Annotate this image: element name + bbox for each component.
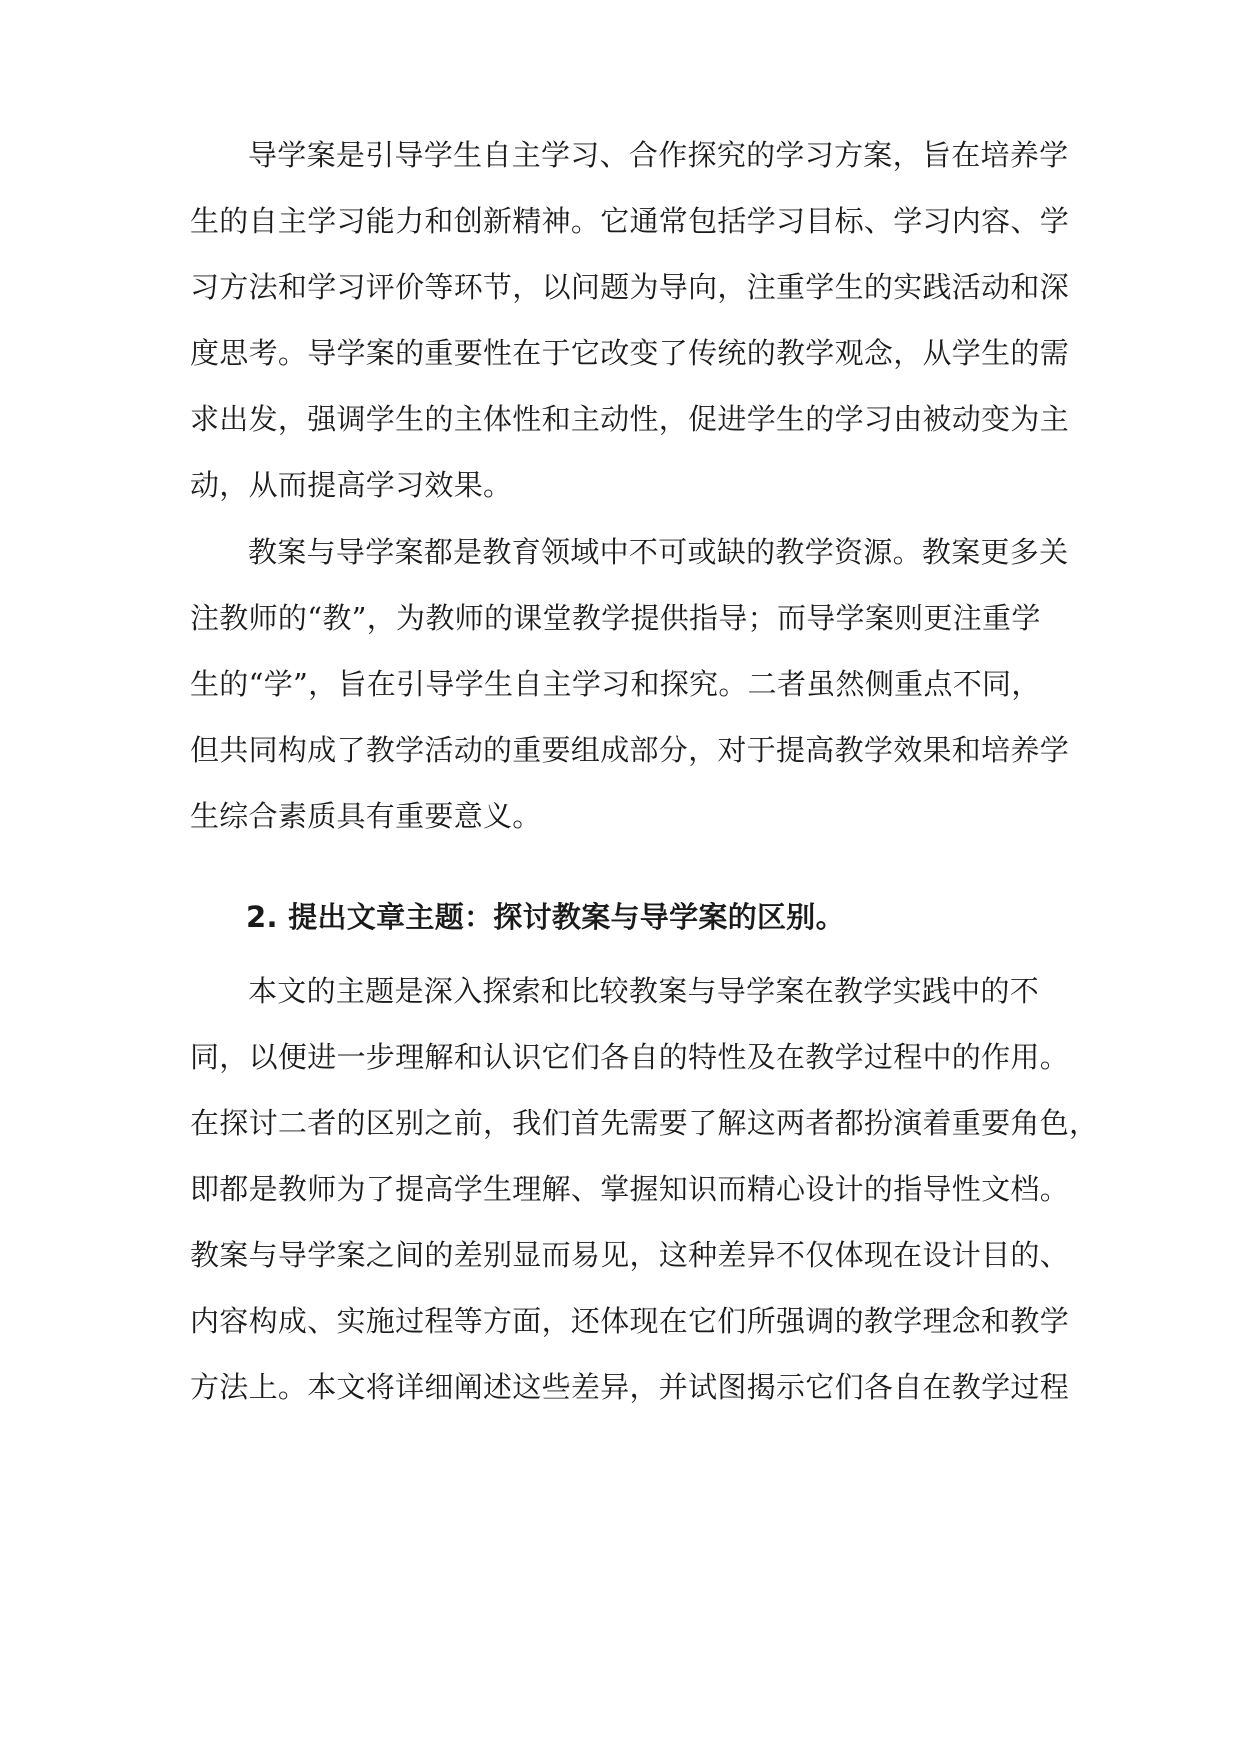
paragraph-3-line-3: 在探讨二者的区别之前，我们首先需要了解这两者都扮演着重要角色， — [190, 1106, 1099, 1140]
paragraph-3-line-5: 教案与导学案之间的差别显而易见，这种差异不仅体现在设计目的、 — [190, 1238, 1070, 1272]
paragraph-2-line-3: 生的“学”，旨在引导学生自主学习和探究。二者虽然侧重点不同， — [190, 667, 1041, 701]
paragraph-1-line-4: 度思考。导学案的重要性在于它改变了传统的教学观念，从学生的需 — [190, 336, 1070, 370]
paragraph-3-line-1: 本文的主题是深入探索和比较教案与导学案在教学实践中的不 — [248, 974, 1040, 1008]
paragraph-2-line-5: 生综合素质具有重要意义。 — [190, 799, 542, 833]
paragraph-3-line-6: 内容构成、实施过程等方面，还体现在它们所强调的教学理念和教学 — [190, 1304, 1070, 1338]
paragraph-2-line-1: 教案与导学案都是教育领域中不可或缺的教学资源。教案更多关 — [248, 535, 1069, 569]
paragraph-1-line-6: 动，从而提高学习效果。 — [190, 468, 513, 502]
paragraph-3-line-7: 方法上。本文将详细阐述这些差异，并试图揭示它们各自在教学过程 — [190, 1370, 1070, 1404]
paragraph-3-line-4: 即都是教师为了提高学生理解、掌握知识而精心设计的指导性文档。 — [190, 1172, 1070, 1206]
paragraph-1-line-3: 习方法和学习评价等环节，以问题为导向，注重学生的实践活动和深 — [190, 270, 1070, 304]
paragraph-2-line-4: 但共同构成了教学活动的重要组成部分，对于提高教学效果和培养学 — [190, 733, 1070, 767]
paragraph-3-line-2: 同，以便进一步理解和认识它们各自的特性及在教学过程中的作用。 — [190, 1040, 1070, 1074]
paragraph-1-line-1: 导学案是引导学生自主学习、合作探究的学习方案，旨在培养学 — [248, 138, 1069, 172]
section-heading: 2. 提出文章主题：探讨教案与导学案的区别。 — [246, 900, 845, 934]
paragraph-1-line-2: 生的自主学习能力和创新精神。它通常包括学习目标、学习内容、学 — [190, 204, 1070, 238]
paragraph-2-line-2: 注教师的“教”，为教师的课堂教学提供指导；而导学案则更注重学 — [190, 601, 1041, 635]
paragraph-1-line-5: 求出发，强调学生的主体性和主动性，促进学生的学习由被动变为主 — [190, 402, 1070, 436]
